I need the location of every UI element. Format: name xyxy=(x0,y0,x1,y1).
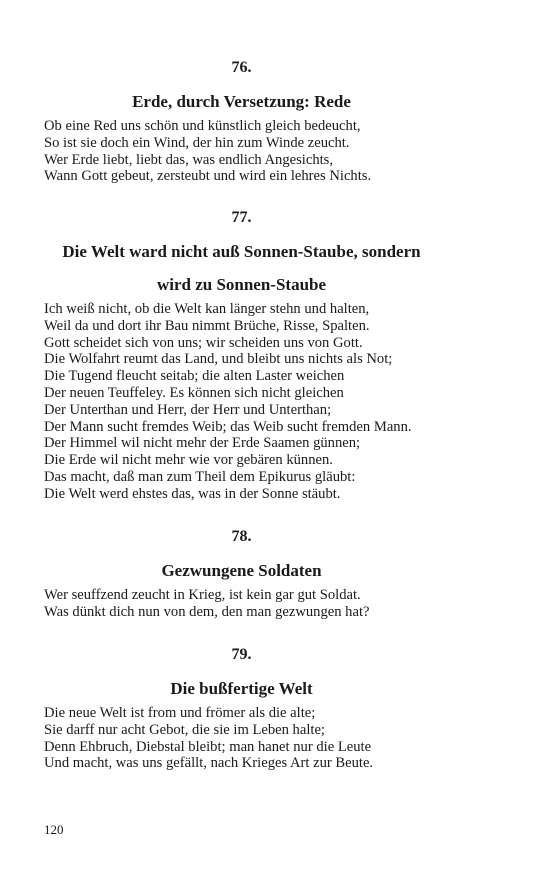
verse-line: So ist sie doch ein Wind, der hin zum Winde zeucht. xyxy=(44,134,350,151)
poem-title: Die bußfertige Welt xyxy=(170,679,313,698)
verse-line: Denn Ehbruch, Diebstal bleibt; man hanet nur die Leute xyxy=(44,738,372,755)
verse-line: Weil da und dort ihr Bau nimmt Brüche, Risse, Spalten. xyxy=(44,317,370,334)
verse-line: Gott scheidet sich von uns; wir scheiden uns von Gott. xyxy=(44,334,363,351)
verse-line: Ich weiß nicht, ob die Welt kan länger stehn und halten, xyxy=(44,301,370,317)
verse-line: Die Welt werd ehstes das, was in der Sonne stäubt. xyxy=(44,485,341,502)
book-page xyxy=(44,0,514,880)
poem-title: Die Welt ward nicht auß Sonnen-Staube, sondern xyxy=(62,242,421,261)
page-number: 120 xyxy=(44,822,64,837)
verse-line: Sie darff nur acht Gebot, die sie im Leben halte; xyxy=(44,721,325,738)
verse-line: Der neuen Teuffeley. Es können sich nicht gleichen xyxy=(44,384,344,401)
poem-verses xyxy=(44,587,369,621)
poem-number: 76. xyxy=(231,59,252,76)
poem-number: 78. xyxy=(231,528,252,545)
poem-verses xyxy=(44,118,371,185)
verse-line: Der Unterthan und Herr, der Herr und Unterthan; xyxy=(44,401,332,418)
poem-title: Gezwungene Soldaten xyxy=(161,561,322,580)
verse-line: Das macht, daß man zum Theil dem Epikurus gläubt: xyxy=(44,468,356,485)
poem-title: Erde, durch Versetzung: Rede xyxy=(132,92,351,111)
verse-line: Was dünkt dich nun von dem, den man gezwungen hat? xyxy=(44,603,370,620)
verse-line: Der Mann sucht fremdes Weib; das Weib sucht fremden Mann. xyxy=(44,418,412,435)
poem-title-continued: wird zu Sonnen-Staube xyxy=(156,275,327,294)
verse-line: Wann Gott gebeut, zersteubt und wird ein lehres Nichts. xyxy=(44,168,372,185)
verse-line: Die Wolfahrt reumt das Land, und bleibt uns nichts als Not; xyxy=(44,351,393,368)
verse-line: Der Himmel wil nicht mehr der Erde Saamen günnen; xyxy=(44,435,361,452)
verse-line: Wer Erde liebt, liebt das, was endlich Angesichts, xyxy=(44,151,334,168)
verse-line: Ob eine Red uns schön und künstlich gleich bedeucht, xyxy=(44,118,361,134)
verse-line: Und macht, was uns gefällt, nach Krieges Art zur Beute. xyxy=(44,755,374,772)
verse-line: Wer seuffzend zeucht in Krieg, ist kein gar gut Soldat. xyxy=(44,587,361,603)
poem-verses xyxy=(44,705,373,772)
verse-line: Die Tugend fleucht seitab; die alten Laster weichen xyxy=(44,368,345,385)
verse-line: Die neue Welt ist from und frömer als die alte; xyxy=(44,705,316,721)
poem-verses xyxy=(44,301,412,503)
poem-number: 79. xyxy=(231,646,252,663)
verse-line: Die Erde wil nicht mehr wie vor gebären künnen. xyxy=(44,452,333,469)
poem-number: 77. xyxy=(231,209,252,226)
